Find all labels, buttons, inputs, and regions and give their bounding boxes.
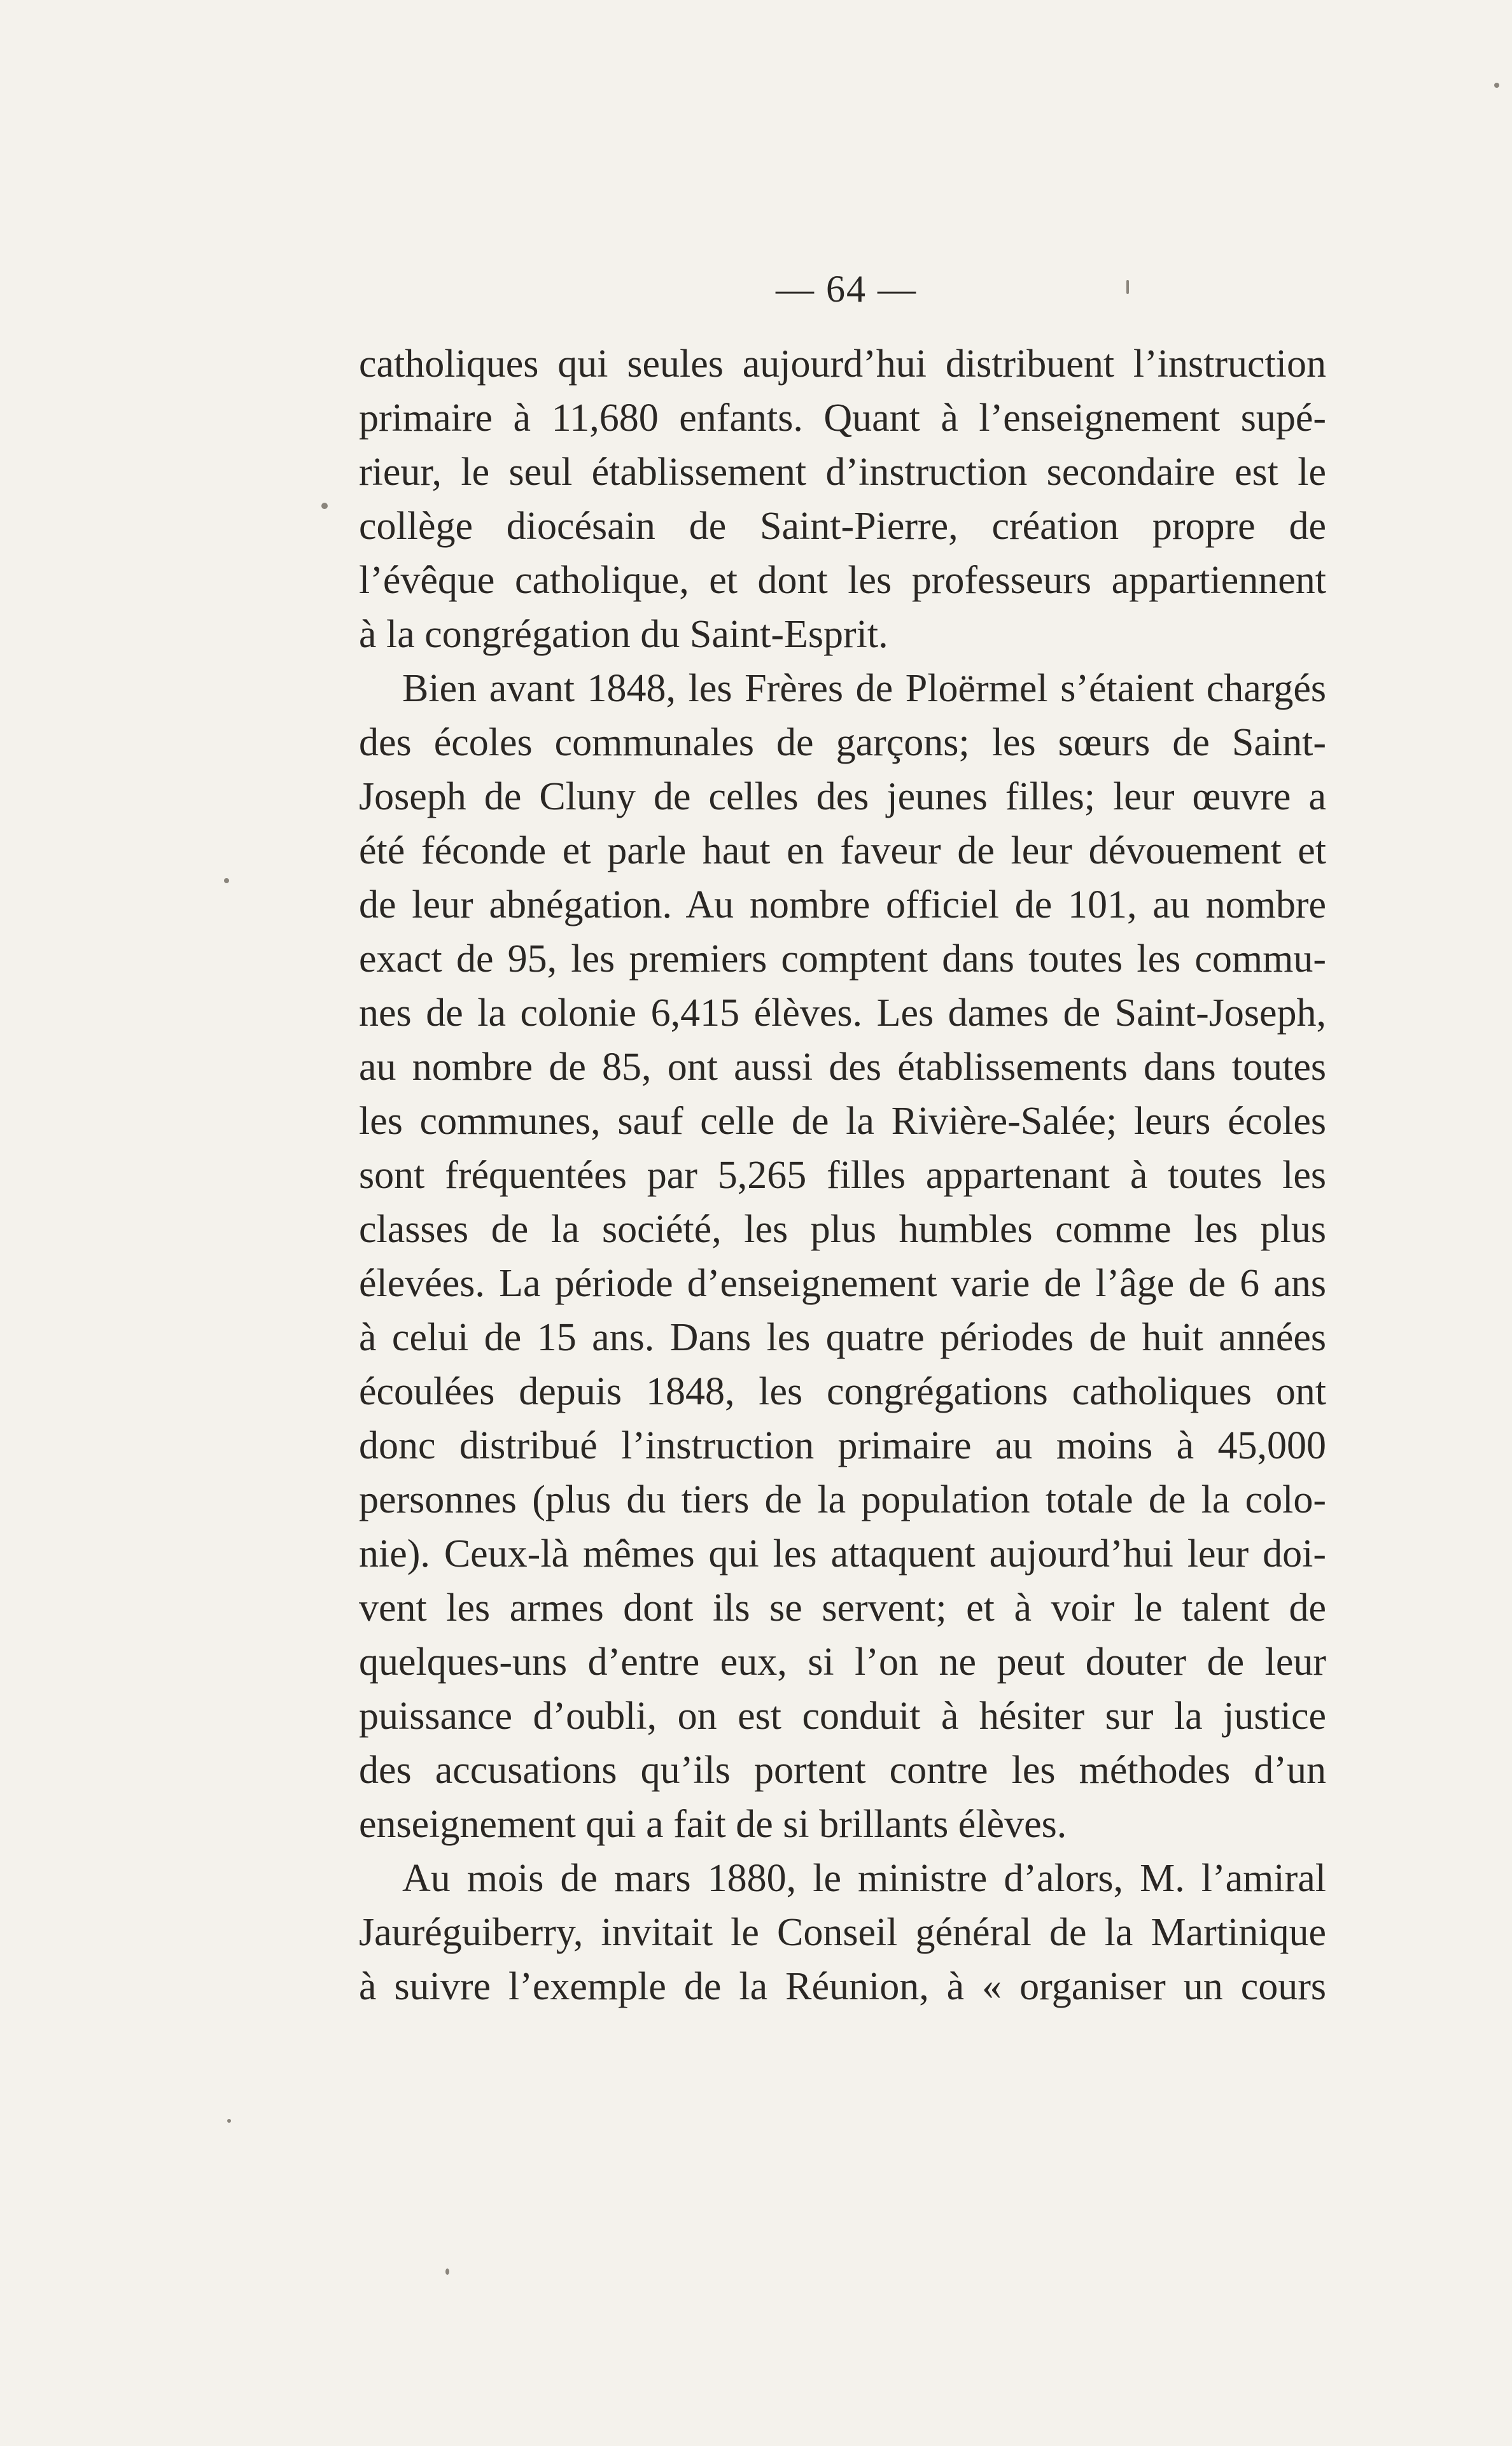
dust-speck bbox=[445, 2268, 449, 2275]
text-line: classes de la société, les plus humbles comme les plus bbox=[359, 1208, 1326, 1251]
text-line: l’évêque catholique, et dont les professeurs appartiennent bbox=[359, 559, 1326, 602]
dust-speck bbox=[227, 2119, 231, 2123]
text-line: écoulées depuis 1848, les congrégations catholiques ont bbox=[359, 1370, 1326, 1413]
text-line: Joseph de Cluny de celles des jeunes filles; leur œuvre a bbox=[359, 775, 1326, 818]
text-line: été féconde et parle haut en faveur de leur dévouement et bbox=[359, 829, 1326, 872]
text-line: à la congrégation du Saint-Esprit. bbox=[359, 613, 888, 656]
text-line: des écoles communales de garçons; les sœurs de Saint- bbox=[359, 721, 1326, 764]
paragraph bbox=[359, 337, 1326, 662]
text-line: catholiques qui seules aujourd’hui distribuent l’instruction bbox=[359, 342, 1326, 386]
text-line: rieur, le seul établissement d’instruction secondaire est le bbox=[359, 451, 1326, 494]
text-line: quelques-uns d’entre eux, si l’on ne peut douter de leur bbox=[359, 1640, 1326, 1684]
text-line: donc distribué l’instruction primaire au moins à 45,000 bbox=[359, 1424, 1326, 1467]
text-line: collège diocésain de Saint-Pierre, création propre de bbox=[359, 505, 1326, 548]
text-line: des accusations qu’ils portent contre les méthodes d’un bbox=[359, 1749, 1326, 1792]
text-line: à celui de 15 ans. Dans les quatre périodes de huit années bbox=[359, 1316, 1326, 1359]
paragraph bbox=[359, 1852, 1326, 2014]
paragraph bbox=[359, 662, 1326, 1852]
text-line: puissance d’oubli, on est conduit à hésiter sur la justice bbox=[359, 1695, 1326, 1738]
dust-speck bbox=[224, 878, 229, 883]
dust-speck bbox=[1494, 83, 1499, 88]
text-line: à suivre l’exemple de la Réunion, à « organiser un cours bbox=[359, 1965, 1326, 2008]
text-line: élevées. La période d’enseignement varie de l’âge de 6 ans bbox=[359, 1262, 1326, 1305]
text-line: sont fréquentées par 5,265 filles appartenant à toutes les bbox=[359, 1154, 1326, 1197]
text-line: nes de la colonie 6,415 élèves. Les dames de Saint-Joseph, bbox=[359, 991, 1326, 1035]
text-line: vent les armes dont ils se servent; et à voir le talent de bbox=[359, 1586, 1326, 1630]
text-line: de leur abnégation. Au nombre officiel de 101, au nombre bbox=[359, 883, 1326, 926]
text-line: les communes, sauf celle de la Rivière-Salée; leurs écoles bbox=[359, 1100, 1326, 1143]
body-text bbox=[359, 337, 1326, 2014]
text-line: exact de 95, les premiers comptent dans toutes les commu- bbox=[359, 937, 1326, 981]
text-line: Bien avant 1848, les Frères de Ploërmel s’étaient chargés bbox=[402, 667, 1326, 710]
text-line: nie). Ceux-là mêmes qui les attaquent aujourd’hui leur doi- bbox=[359, 1532, 1326, 1576]
text-line: enseignement qui a fait de si brillants élèves. bbox=[359, 1803, 1067, 1846]
text-line: au nombre de 85, ont aussi des établissements dans toutes bbox=[359, 1045, 1326, 1089]
dust-speck bbox=[1126, 280, 1129, 294]
dust-speck bbox=[321, 503, 328, 509]
page-number: — 64 — bbox=[776, 268, 917, 310]
text-line: Au mois de mars 1880, le ministre d’alors, M. l’amiral bbox=[402, 1857, 1326, 1900]
text-line: Jauréguiberry, invitait le Conseil général de la Martinique bbox=[359, 1911, 1326, 1954]
text-line: primaire à 11,680 enfants. Quant à l’enseignement supé- bbox=[359, 396, 1326, 440]
text-line: personnes (plus du tiers de la population totale de la colo- bbox=[359, 1478, 1326, 1521]
